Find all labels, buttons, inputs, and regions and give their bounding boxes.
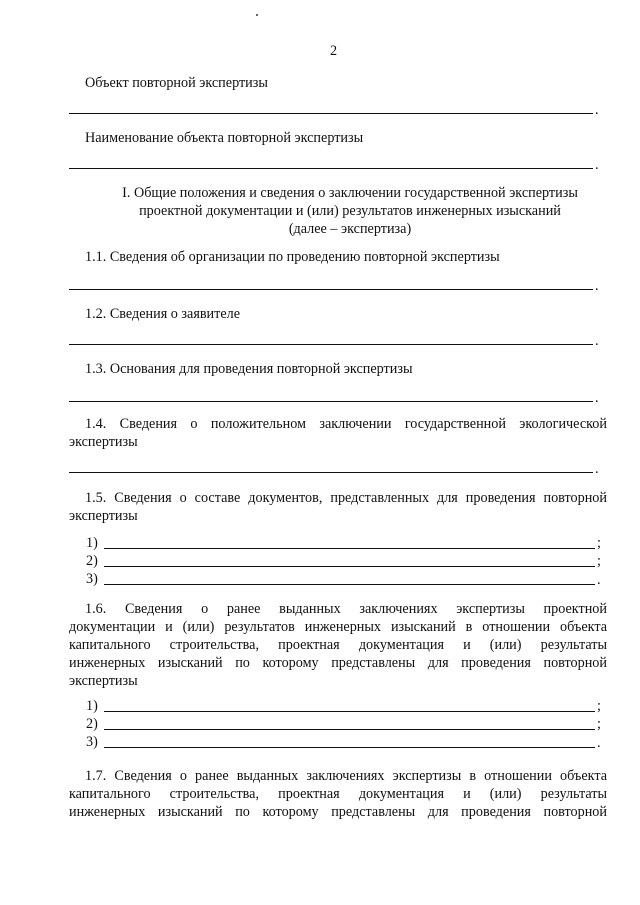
object-fill-line bbox=[69, 113, 593, 114]
item-1-1: 1.1. Сведения об организации по проведению повторной экспертизы bbox=[85, 249, 500, 265]
line-end: . bbox=[595, 390, 599, 406]
item-1-3: 1.3. Основания для проведения повторной экспертизы bbox=[85, 361, 413, 377]
list-number: 3) bbox=[86, 571, 98, 587]
item-1-6-line: капитального строительства, проектная документация и (или) результаты bbox=[69, 637, 607, 653]
item-1-4-fill-line bbox=[69, 472, 593, 473]
item-1-6-line: инженерных изысканий по которому представлены для проведения повторной bbox=[69, 655, 607, 671]
line-end: ; bbox=[597, 553, 601, 569]
line-end: ; bbox=[597, 698, 601, 714]
object-name-fill-line bbox=[69, 168, 593, 169]
item-1-1-fill-line bbox=[69, 289, 593, 290]
item-1-4-line: экспертизы bbox=[69, 434, 138, 450]
line-end: . bbox=[595, 102, 599, 118]
item-1-2-fill-line bbox=[69, 344, 593, 345]
list-fill-line bbox=[104, 566, 595, 567]
line-end: . bbox=[597, 572, 601, 588]
item-1-5-line: экспертизы bbox=[69, 508, 138, 524]
item-1-4-line: 1.4. Сведения о положительном заключении государственной экологической bbox=[85, 416, 607, 432]
list-number: 1) bbox=[86, 698, 98, 714]
line-end: ; bbox=[597, 716, 601, 732]
list-fill-line bbox=[104, 729, 595, 730]
item-1-7-line: капитального строительства, проектная документация и (или) результаты bbox=[69, 786, 607, 802]
item-1-3-fill-line bbox=[69, 401, 593, 402]
line-end: . bbox=[597, 735, 601, 751]
list-number: 2) bbox=[86, 553, 98, 569]
item-1-7-line: 1.7. Сведения о ранее выданных заключениях экспертизы в отношении объекта bbox=[85, 768, 607, 784]
item-1-6-line: экспертизы bbox=[69, 673, 138, 689]
section-title-line: I. Общие положения и сведения о заключении государственной экспертизы bbox=[122, 185, 578, 201]
list-number: 2) bbox=[86, 716, 98, 732]
scan-speck bbox=[256, 14, 258, 16]
object-name-label: Наименование объекта повторной экспертизы bbox=[85, 130, 364, 146]
list-fill-line bbox=[104, 711, 595, 712]
item-1-5-line: 1.5. Сведения о составе документов, представленных для проведения повторной bbox=[85, 490, 607, 506]
list-number: 3) bbox=[86, 734, 98, 750]
item-1-6-line: документации и (или) результатов инженерных изысканий в отношении объекта bbox=[69, 619, 607, 635]
line-end: . bbox=[595, 157, 599, 173]
item-1-2: 1.2. Сведения о заявителе bbox=[85, 306, 241, 322]
list-number: 1) bbox=[86, 535, 98, 551]
item-1-6-line: 1.6. Сведения о ранее выданных заключениях экспертизы проектной bbox=[85, 601, 607, 617]
line-end: . bbox=[595, 333, 599, 349]
list-fill-line bbox=[104, 584, 595, 585]
page-number: 2 bbox=[330, 43, 338, 59]
line-end: ; bbox=[597, 535, 601, 551]
list-fill-line bbox=[104, 747, 595, 748]
list-fill-line bbox=[104, 548, 595, 549]
section-title-line: (далее – экспертиза) bbox=[288, 221, 412, 237]
section-title-line: проектной документации и (или) результатов инженерных изысканий bbox=[139, 203, 561, 219]
item-1-7-line: инженерных изысканий по которому представлены для проведения повторной bbox=[69, 804, 607, 820]
line-end: . bbox=[595, 278, 599, 294]
line-end: . bbox=[595, 461, 599, 477]
object-label: Объект повторной экспертизы bbox=[85, 75, 268, 91]
